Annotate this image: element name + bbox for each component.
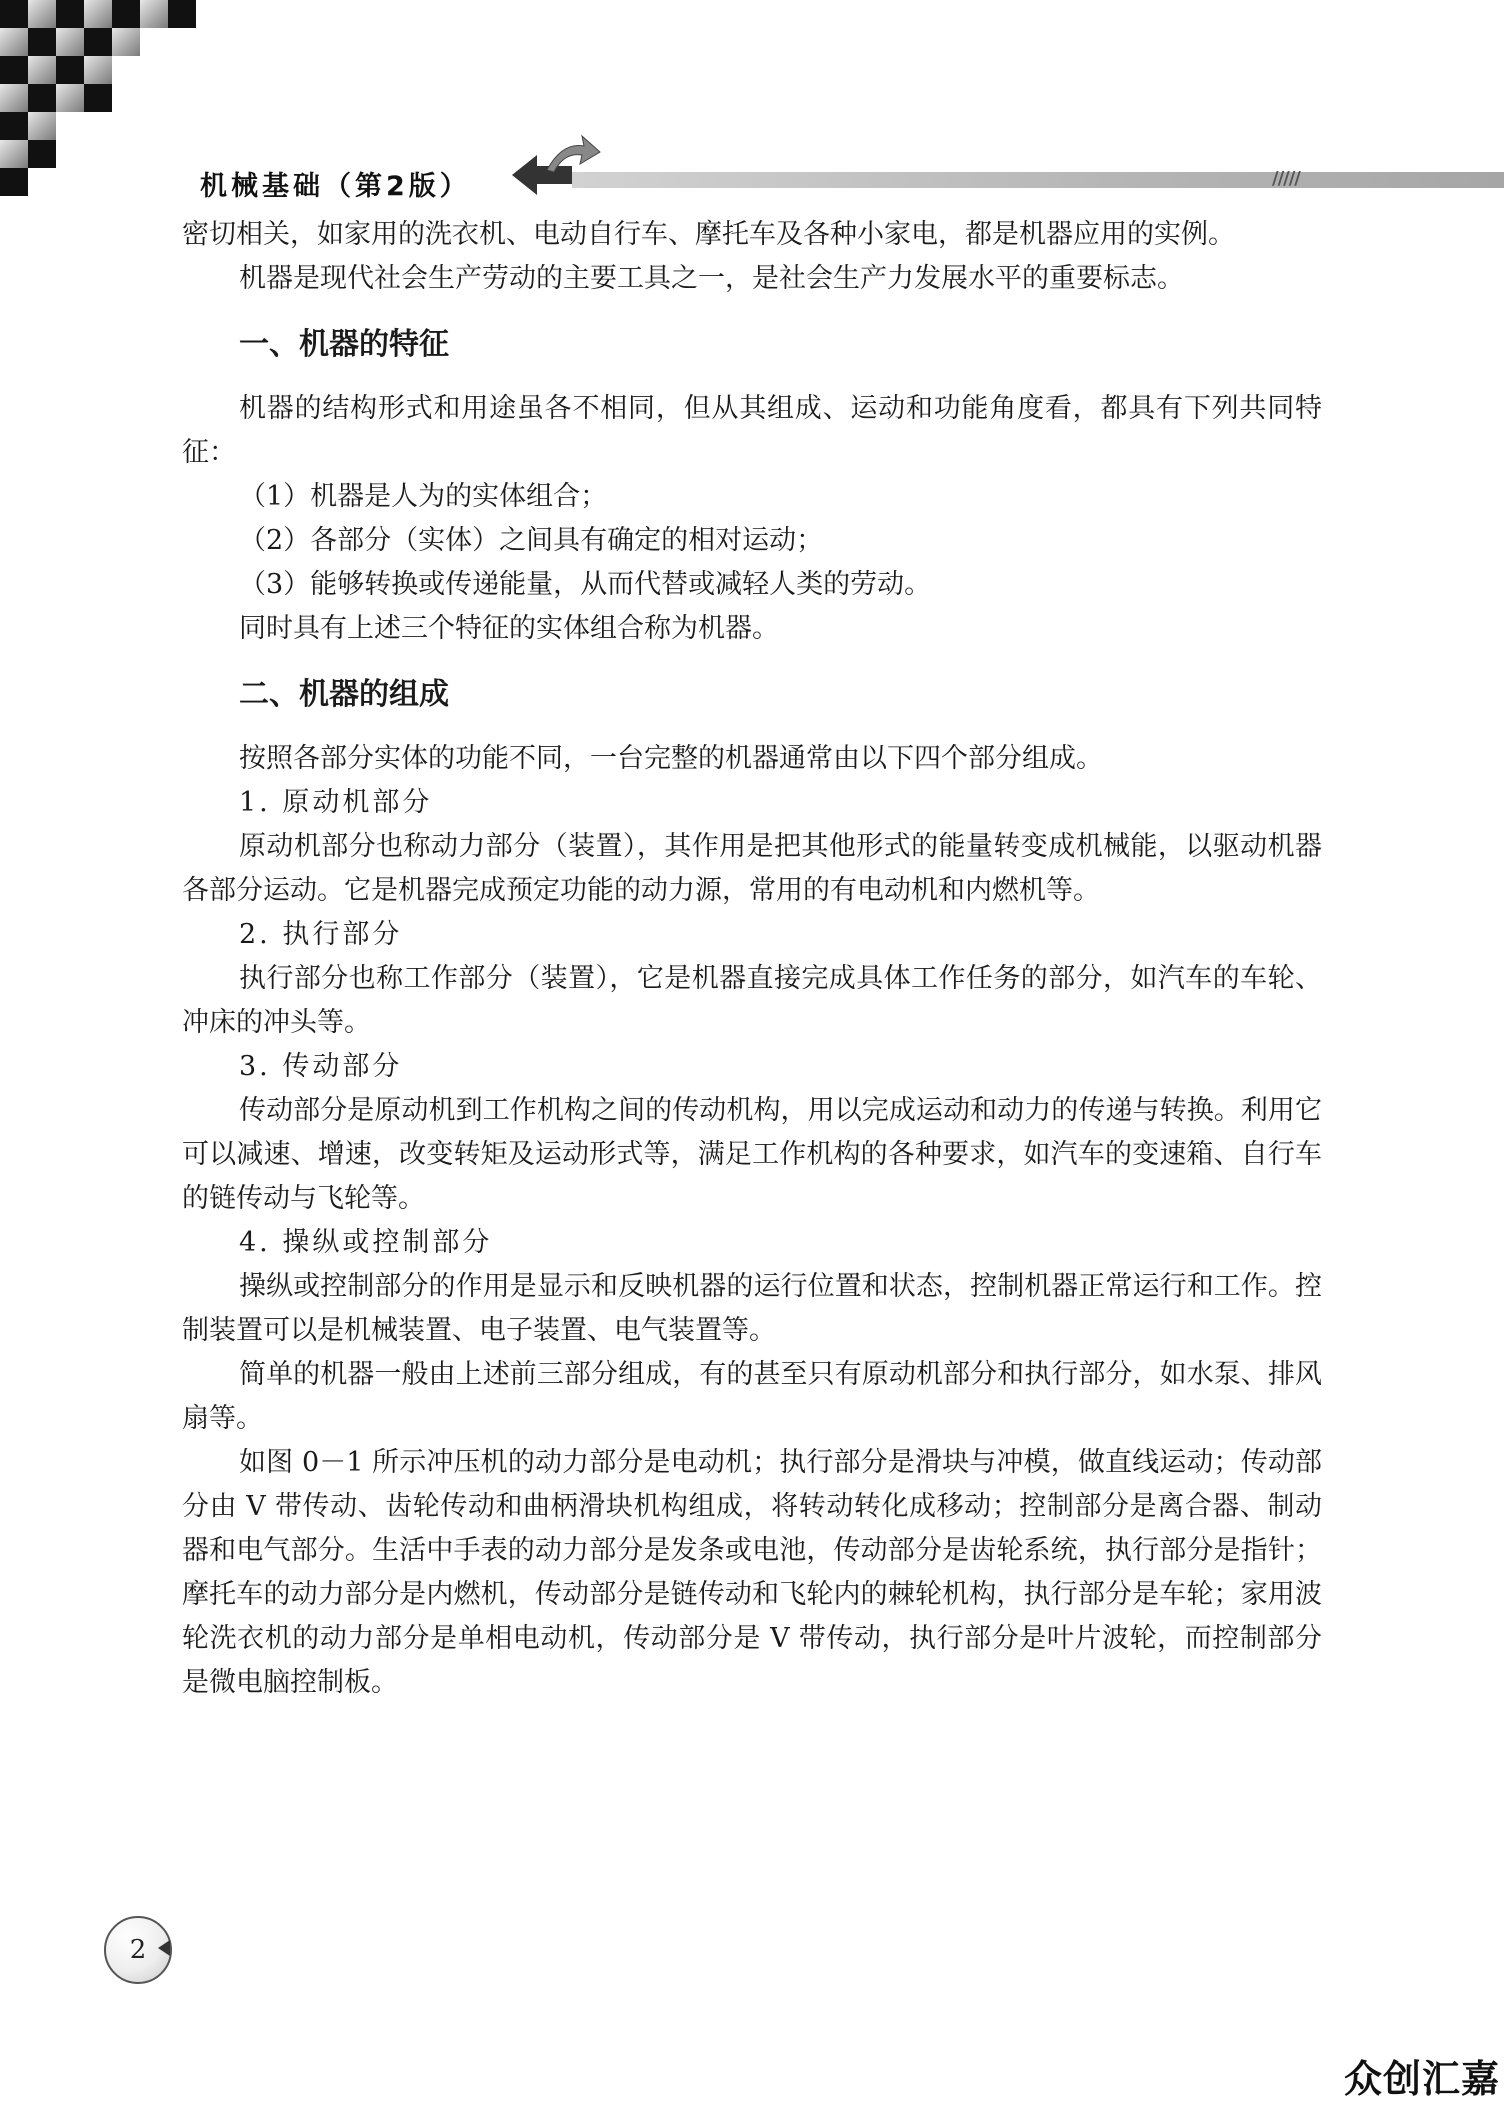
paragraph: 操纵或控制部分的作用是显示和反映机器的运行位置和状态，控制机器正常运行和工作。控制装置可以是机械装置、电子装置、电气装置等。	[182, 1271, 1322, 1346]
header-bar	[572, 172, 1504, 188]
double-arrow-icon	[502, 130, 602, 200]
page-number: 2	[104, 1916, 172, 1984]
list-item: （2）各部分（实体）之间具有确定的相对运动；	[239, 525, 824, 556]
checker-decoration	[0, 0, 200, 200]
subsection-heading: 3. 传动部分	[239, 1051, 403, 1082]
paragraph: 传动部分是原动机到工作机构之间的传动机构，用以完成运动和动力的传递与转换。利用它可以减速、增速，改变转矩及运动形式等，满足工作机构的各种要求，如汽车的变速箱、自行车的链传动与飞轮等。	[182, 1095, 1322, 1214]
section-heading: 一、机器的特征	[239, 327, 449, 362]
subsection-heading: 4. 操纵或控制部分	[239, 1227, 493, 1258]
page-body	[182, 213, 1322, 1705]
paragraph: 同时具有上述三个特征的实体组合称为机器。	[239, 613, 779, 644]
paragraph: 执行部分也称工作部分（装置），它是机器直接完成具体工作任务的部分，如汽车的车轮、冲床的冲头等。	[182, 963, 1322, 1038]
list-item: （1）机器是人为的实体组合；	[239, 481, 608, 512]
paragraph: 如图 0－1 所示冲压机的动力部分是电动机；执行部分是滑块与冲模，做直线运动；传动部分由 V 带传动、齿轮传动和曲柄滑块机构组成，将转动转化成移动；控制部分是离合器、制动器和电气部分。生活中手表的动力部分是发条或电池，传动部分是齿轮系统，执行部分是指针；摩托车的动力部分是内燃机，传动部分是链传动和飞轮内的棘轮机构，执行部分是车轮；家用波轮洗衣机的动力部分是单相电动机，传动部分是 V 带传动，执行部分是叶片波轮，而控制部分是微电脑控制板。	[182, 1447, 1322, 1698]
header-slashes: /////	[1272, 168, 1300, 189]
paragraph: 按照各部分实体的功能不同，一台完整的机器通常由以下四个部分组成。	[239, 743, 1103, 774]
paragraph: 原动机部分也称动力部分（装置），其作用是把其他形式的能量转变成机械能，以驱动机器各部分运动。它是机器完成预定功能的动力源，常用的有电动机和内燃机等。	[182, 831, 1322, 906]
paragraph: 密切相关，如家用的洗衣机、电动自行车、摩托车及各种小家电，都是机器应用的实例。	[182, 219, 1235, 250]
subsection-heading: 2. 执行部分	[239, 919, 403, 950]
watermark: 众创汇嘉	[1343, 2057, 1500, 2101]
running-header-title: 机械基础（第2版）	[200, 171, 471, 202]
page-pointer-icon	[158, 1940, 170, 1956]
paragraph: 机器是现代社会生产劳动的主要工具之一，是社会生产力发展水平的重要标志。	[239, 263, 1184, 294]
subsection-heading: 1. 原动机部分	[239, 787, 433, 818]
paragraph: 机器的结构形式和用途虽各不相同，但从其组成、运动和功能角度看，都具有下列共同特征：	[182, 393, 1322, 468]
section-heading: 二、机器的组成	[239, 677, 449, 712]
paragraph: 简单的机器一般由上述前三部分组成，有的甚至只有原动机部分和执行部分，如水泵、排风扇等。	[182, 1359, 1322, 1434]
list-item: （3）能够转换或传递能量，从而代替或减轻人类的劳动。	[239, 569, 932, 600]
